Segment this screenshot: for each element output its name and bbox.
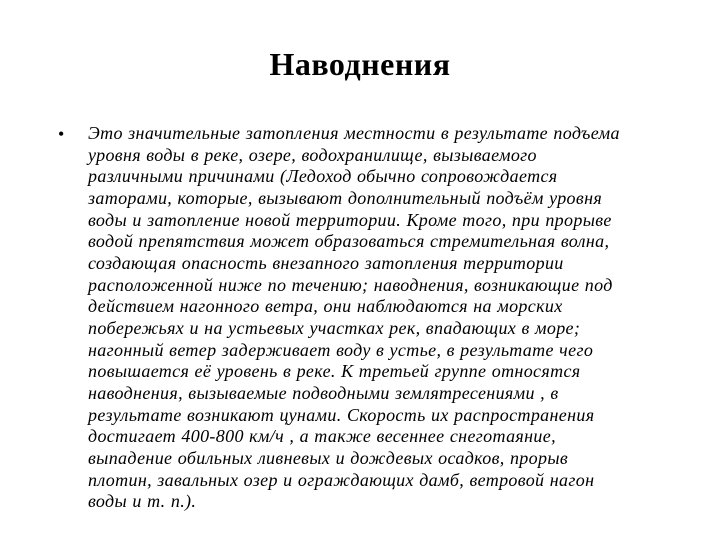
slide-title: Наводнения bbox=[269, 46, 451, 82]
bullet-marker: • bbox=[58, 124, 65, 144]
slide-body-text: Это значительные затопления местности в результате подъема уровня воды в реке, озере, водохранилище, вызываемого различными причинами (Ледоход обычно сопровождается заторами, которые, вызывают дополнительный подъём уровня воды и затопление новой территории. Кроме того, при прорыве водой препятствия может образоваться стремительная волна, создающая опасность внезапного затопления территории расположенной ниже по течению; наводнения, возникающие под действием нагонного ветра, они наблюдаются на морских побережьях и на устьевых участках рек, впадающих в море; нагонный ветер задерживает воду в устье, в результате чего повышается её уровень в реке. К третьей группе относятся наводнения, вызываемые подводными землятресениями , в результате возникают цунами. Скорость их распространения достигает 400-800 км/ч , а также весеннее снеготаяние, выпадение обильных ливневых и дождевых осадков, прорыв плотин, завальных озер и ограждающих дамб, ветровой нагон воды и т. п.). bbox=[88, 123, 620, 512]
